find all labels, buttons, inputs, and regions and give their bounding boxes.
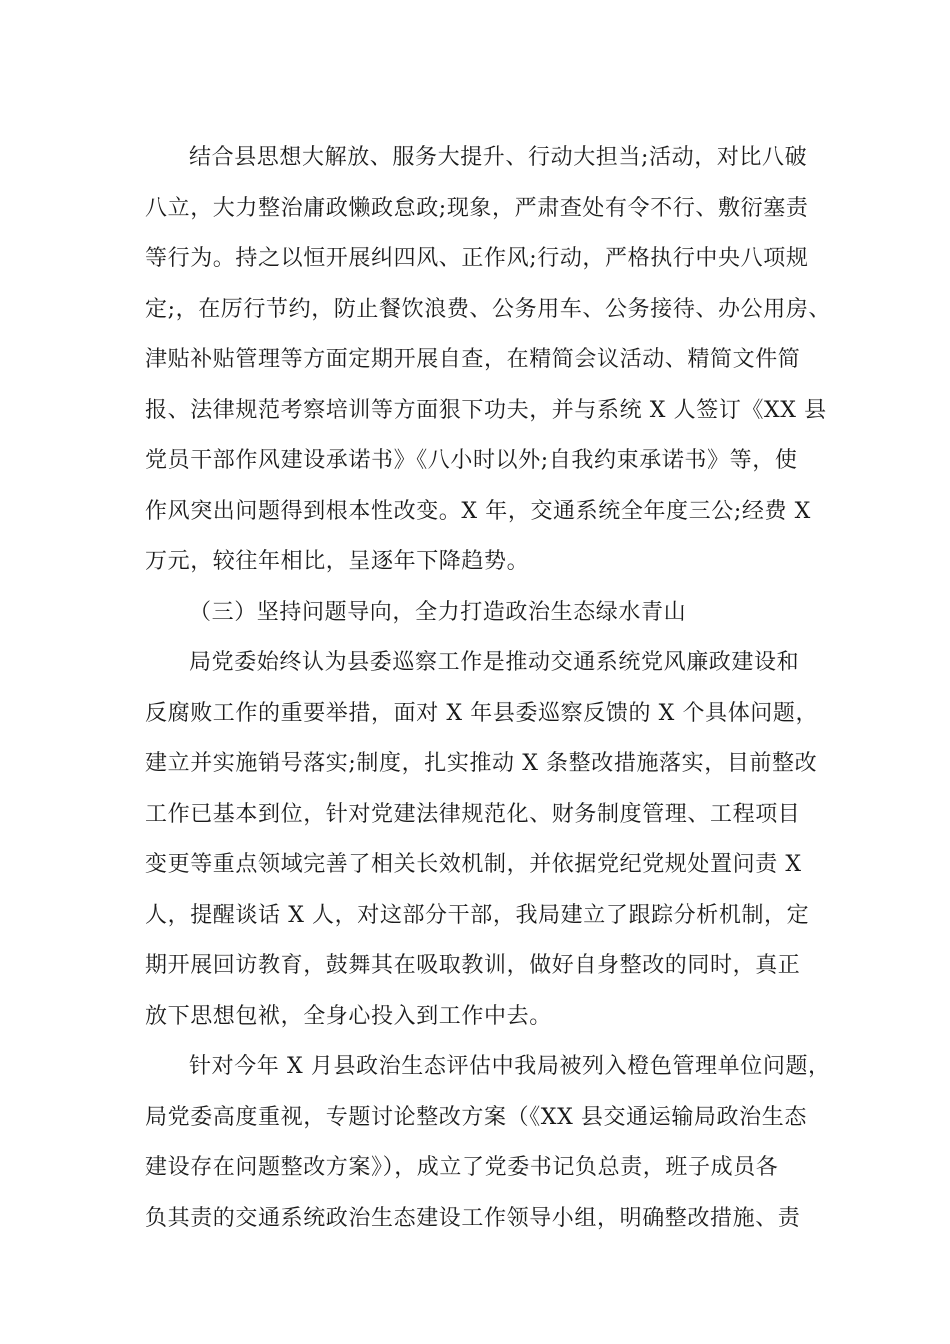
paragraph-line: 定;，在厉行节约，防止餐饮浪费、公务用车、公务接待、办公用房、 (145, 296, 832, 322)
section-heading: （三）坚持问题导向，全力打造政治生态绿水青山 (189, 599, 687, 625)
paragraph-line: 针对今年 X 月县政治生态评估中我局被列入橙色管理单位问题， (189, 1054, 831, 1079)
paragraph-line: 等行为。持之以恒开展纠四风、正作风;行动，严格执行中央八项规 (145, 246, 809, 271)
paragraph-line: 报、法律规范考察培训等方面狠下功夫，并与系统 X 人签订《XX 县 (145, 397, 827, 423)
paragraph-line: 人，提醒谈话 X 人，对这部分干部，我局建立了跟踪分析机制，定 (145, 902, 810, 928)
paragraph-line: 负其责的交通系统政治生态建设工作领导小组，明确整改措施、责 (145, 1205, 801, 1231)
paragraph-line: 变更等重点领域完善了相关长效机制，并依据党纪党规处置问责 X (145, 852, 802, 877)
paragraph-line: 建设存在问题整改方案》），成立了党委书记负总责，班子成员各 (145, 1155, 779, 1180)
paragraph-line: 万元，较往年相比，呈逐年下降趋势。 (145, 549, 530, 574)
paragraph-line: 局党委高度重视，专题讨论整改方案（《XX 县交通运输局政治生态 (145, 1104, 807, 1130)
paragraph-line: 津贴补贴管理等方面定期开展自查，在精简会议活动、精简文件简 (145, 347, 801, 372)
paragraph-line: 党员干部作风建设承诺书》《八小时以外;自我约束承诺书》等，使 (145, 448, 798, 473)
paragraph-line: 局党委始终认为县委巡察工作是推动交通系统党风廉政建设和 (189, 650, 800, 675)
paragraph-line: 工作已基本到位，针对党建法律规范化、财务制度管理、工程项目 (145, 801, 801, 827)
paragraph-line: 结合县思想大解放、服务大提升、行动大担当;活动，对比八破 (189, 145, 808, 170)
paragraph-line: 期开展回访教育，鼓舞其在吸取教训，做好自身整改的同时，真正 (145, 953, 801, 978)
paragraph-line: 建立并实施销号落实;制度，扎实推动 X 条整改措施落实，目前整改 (145, 751, 818, 776)
paragraph-line: 反腐败工作的重要举措，面对 X 年县委巡察反馈的 X 个具体问题， (145, 700, 819, 726)
body-text (145, 133, 832, 1244)
paragraph-line: 八立，大力整治庸政懒政怠政;现象，严肃查处有令不行、敷衍塞责 (145, 195, 809, 221)
paragraph-line: 放下思想包袱，全身心投入到工作中去。 (145, 1003, 552, 1029)
paragraph-line: 作风突出问题得到根本性改变。X 年，交通系统全年度三公;经费 X (145, 498, 811, 524)
